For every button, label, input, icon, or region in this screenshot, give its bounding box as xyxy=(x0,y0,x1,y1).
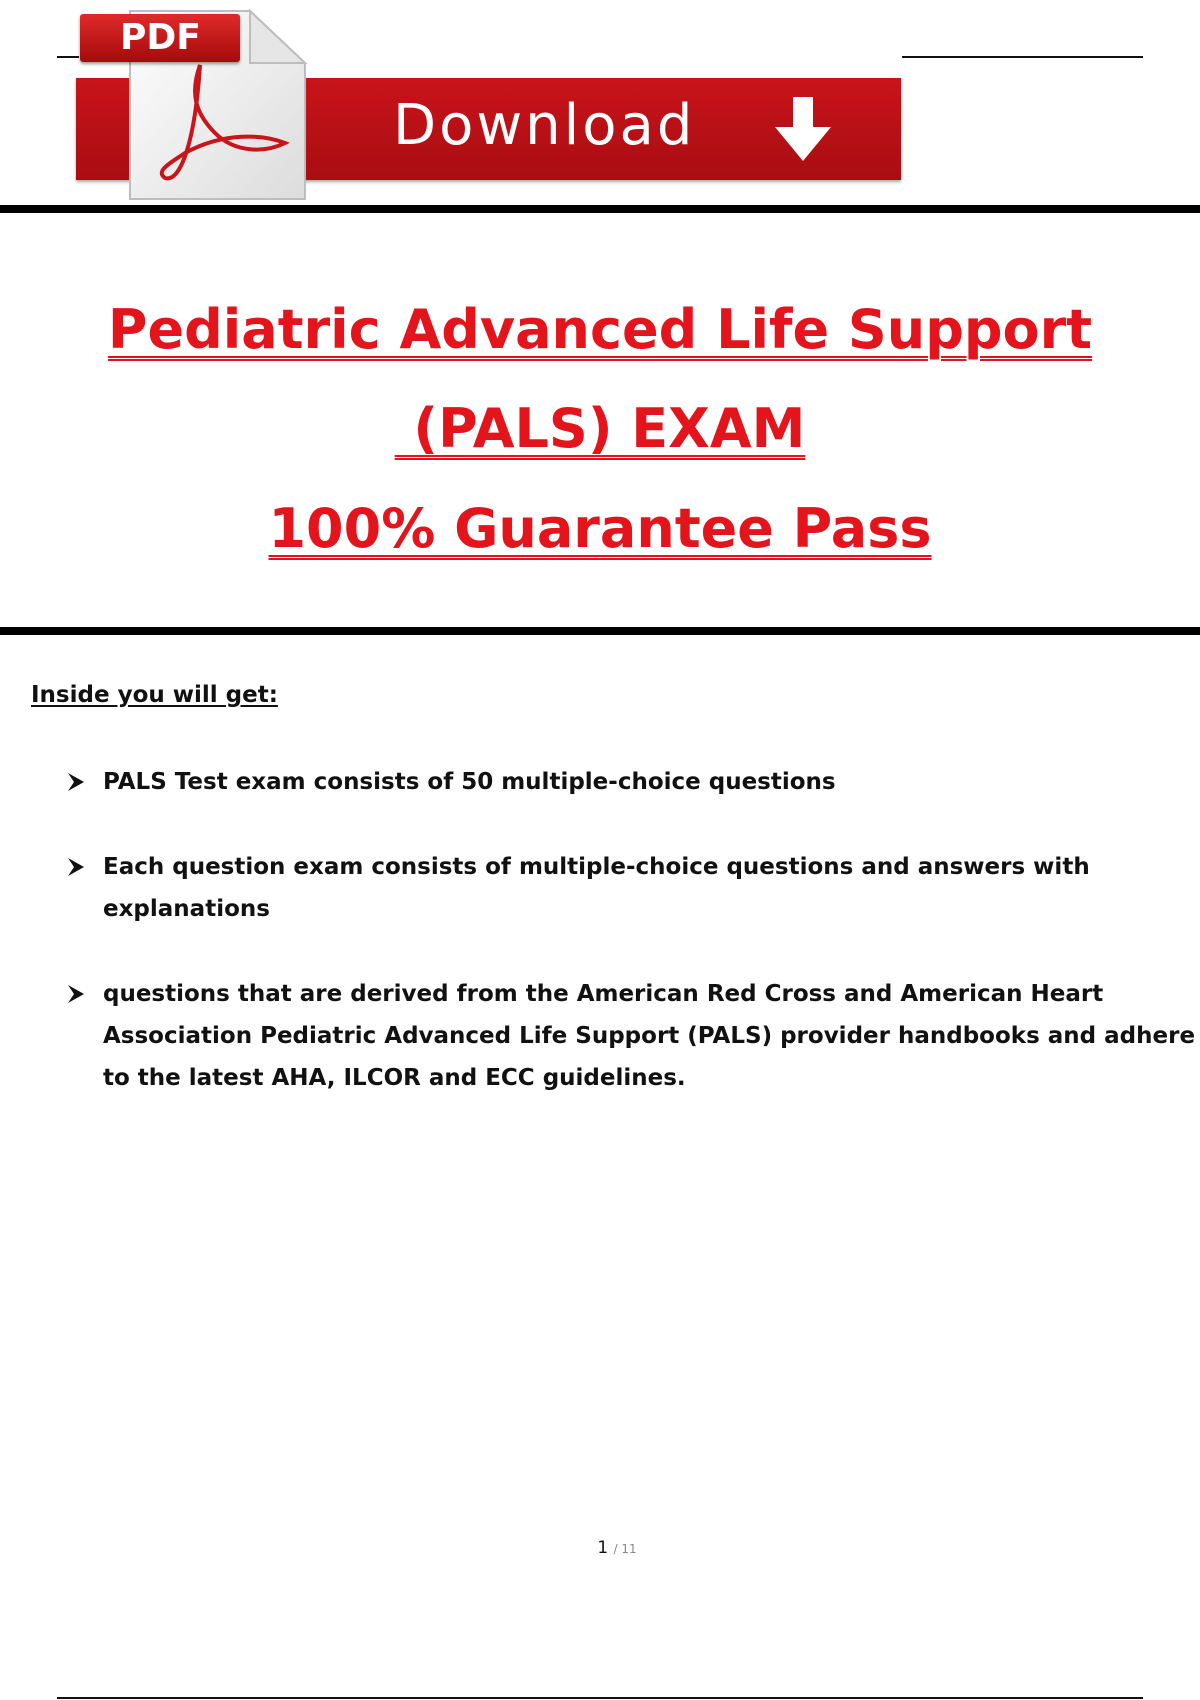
title-text-1: Pediatric Advanced Life Support xyxy=(107,298,1093,361)
title-text-3: 100% Guarantee Pass xyxy=(268,497,932,560)
download-arrow-icon[interactable] xyxy=(773,97,833,163)
title-line-2 xyxy=(0,397,1200,460)
page-number xyxy=(0,1538,1200,1558)
list-item-text: PALS Test exam consists of 50 multiple-choice questions xyxy=(103,769,836,795)
header-rule-left xyxy=(57,56,79,58)
page-total: / 11 xyxy=(613,1542,637,1556)
section-divider-middle xyxy=(0,627,1200,635)
list-item-text: questions that are derived from the American Red Cross and American Heart Association Pediatric Advanced Life Support (PALS) provider handbooks and adhere to the latest AHA, ILCOR and ECC guidelines. xyxy=(103,981,1196,1091)
footer-rule xyxy=(57,1697,1143,1699)
header-rule-right xyxy=(902,56,1143,58)
title-line-1 xyxy=(0,298,1200,361)
arrow-bullet-icon xyxy=(66,983,86,1005)
arrow-bullet-icon xyxy=(66,856,86,878)
arrow-bullet-icon xyxy=(66,771,86,793)
section-divider-top xyxy=(0,205,1200,213)
title-text-2: (PALS) EXAM xyxy=(394,397,806,460)
page-current: 1 xyxy=(597,1538,609,1558)
intro-heading: Inside you will get: xyxy=(31,682,278,708)
pdf-badge: PDF xyxy=(80,14,240,62)
download-label[interactable]: Download xyxy=(393,93,696,158)
title-line-3 xyxy=(0,497,1200,560)
list-item-text: Each question exam consists of multiple-choice questions and answers with explanations xyxy=(103,854,1090,922)
